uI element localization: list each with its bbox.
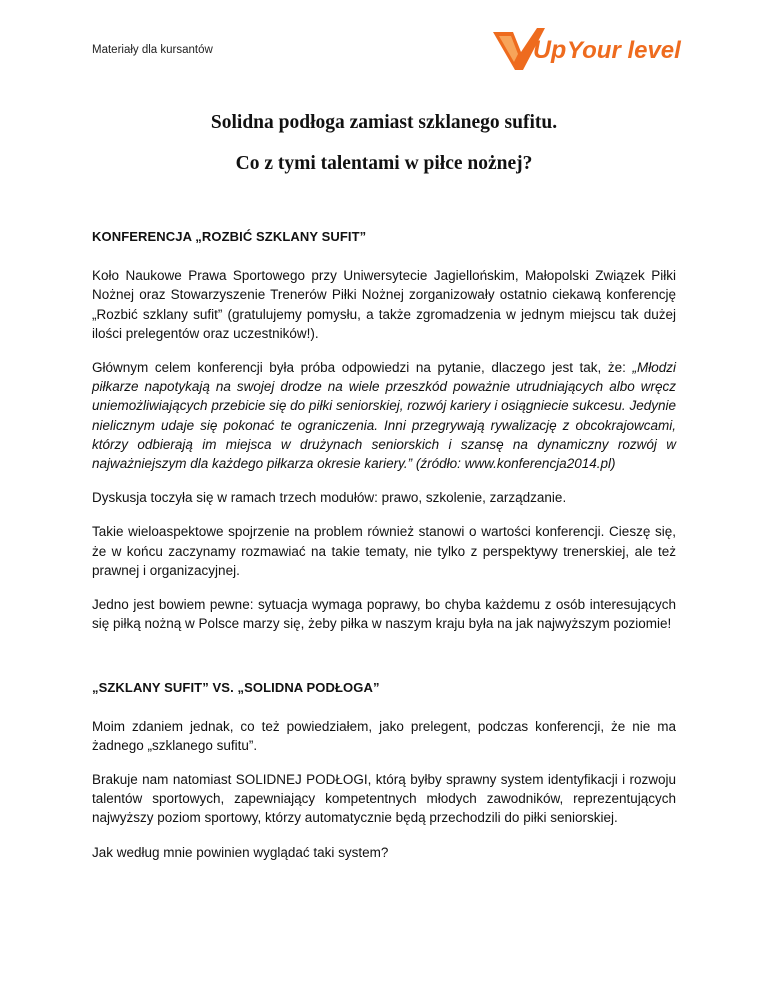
svg-text:Up: Up [533,36,567,64]
paragraph: Moim zdaniem jednak, co też powiedziałem, jako prelegent, podczas konferencji, że nie ma żadnego „szklanego sufitu”. [92,718,676,753]
svg-text:Your level: Your level [567,37,681,64]
section-heading: „SZKLANY SUFIT” VS. „SOLIDNA PODŁOGA” [92,680,380,696]
page-title: Solidna podłoga zamiast szklanego sufitu. [210,112,558,133]
paragraph: Takie wieloaspektowe spojrzenie na problem również stanowi o wartości konferencji. Cieszę się, że w końcu zaczynamy rozmawiać na takie tematy, nie tylko z perspektywy trenerskiej, ale też prawnej i organizacyjnej. [92,524,676,578]
page-subtitle: Co z tymi talentami w piłce nożnej? [235,153,533,174]
section-heading: KONFERENCJA „ROZBIĆ SZKLANY SUFIT” [92,229,367,244]
paragraph: Koło Naukowe Prawa Sportowego przy Uniwersytecie Jagiellońskim, Małopolski Związek Piłki Nożnej oraz Stowarzyszenie Trenerów Piłki Nożnej zorganizowały ostatnio ciekawą konferencję „Rozbić szklany sufit” (gratulujemy pomysłu, a także zgromadzenia w jednym miejscu tak dużej ilości prelegentów oraz uczestników!). [92,268,676,341]
article-body [92,227,676,877]
paragraph: Jedno jest bowiem pewne: sytuacja wymaga poprawy, bo chyba każdemu z osób interesujących się piłką nożną w Polsce marzy się, żeby piłka w naszym kraju była na jak najwyższym poziomie! [92,597,676,632]
paragraph: Jak według mnie powinien wyglądać taki system? [92,844,389,860]
paragraph-with-quote [92,358,676,473]
paragraph: Dyskusja toczyła się w ramach trzech modułów: prawo, szkolenie, zarządzanie. [92,490,567,506]
paragraph-lead: Głównym celem konferencji była próba odpowiedzi na pytanie, dlaczego jest tak, że: [92,360,633,376]
paragraph: Brakuje nam natomiast SOLIDNEJ PODŁOGI, którą byłby sprawny system identyfikacji i rozwoju talentów sportowych, zapewniający kompetentnych młodych zawodników, reprezentujących najwyższy poziom sportowy, którzy automatycznie będą przechodzili do piłki seniorskiej. [92,772,676,826]
header-note: Materiały dla kursantów [92,44,213,56]
up-your-level-logo [487,22,687,74]
quote-text: „Młodzi piłkarze napotykają na swojej drodze na wiele przeszkód poważnie utrudniających albo wręcz uniemożliwiających przebicie się do piłki seniorskiej, rozwój kariery i osiągniecie sukcesu. Jedynie nielicznym udaje się pokonać te ograniczenia. Inni przegrywają rywalizację z obcokrajowcami, którzy odbierają im miejsca w drużynach seniorskich i szansę na dynamiczny rozwój w najważniejszym dla każdego piłkarza okresie kariery.” (źródło: www.konferencja2014.pl) [92,360,676,472]
